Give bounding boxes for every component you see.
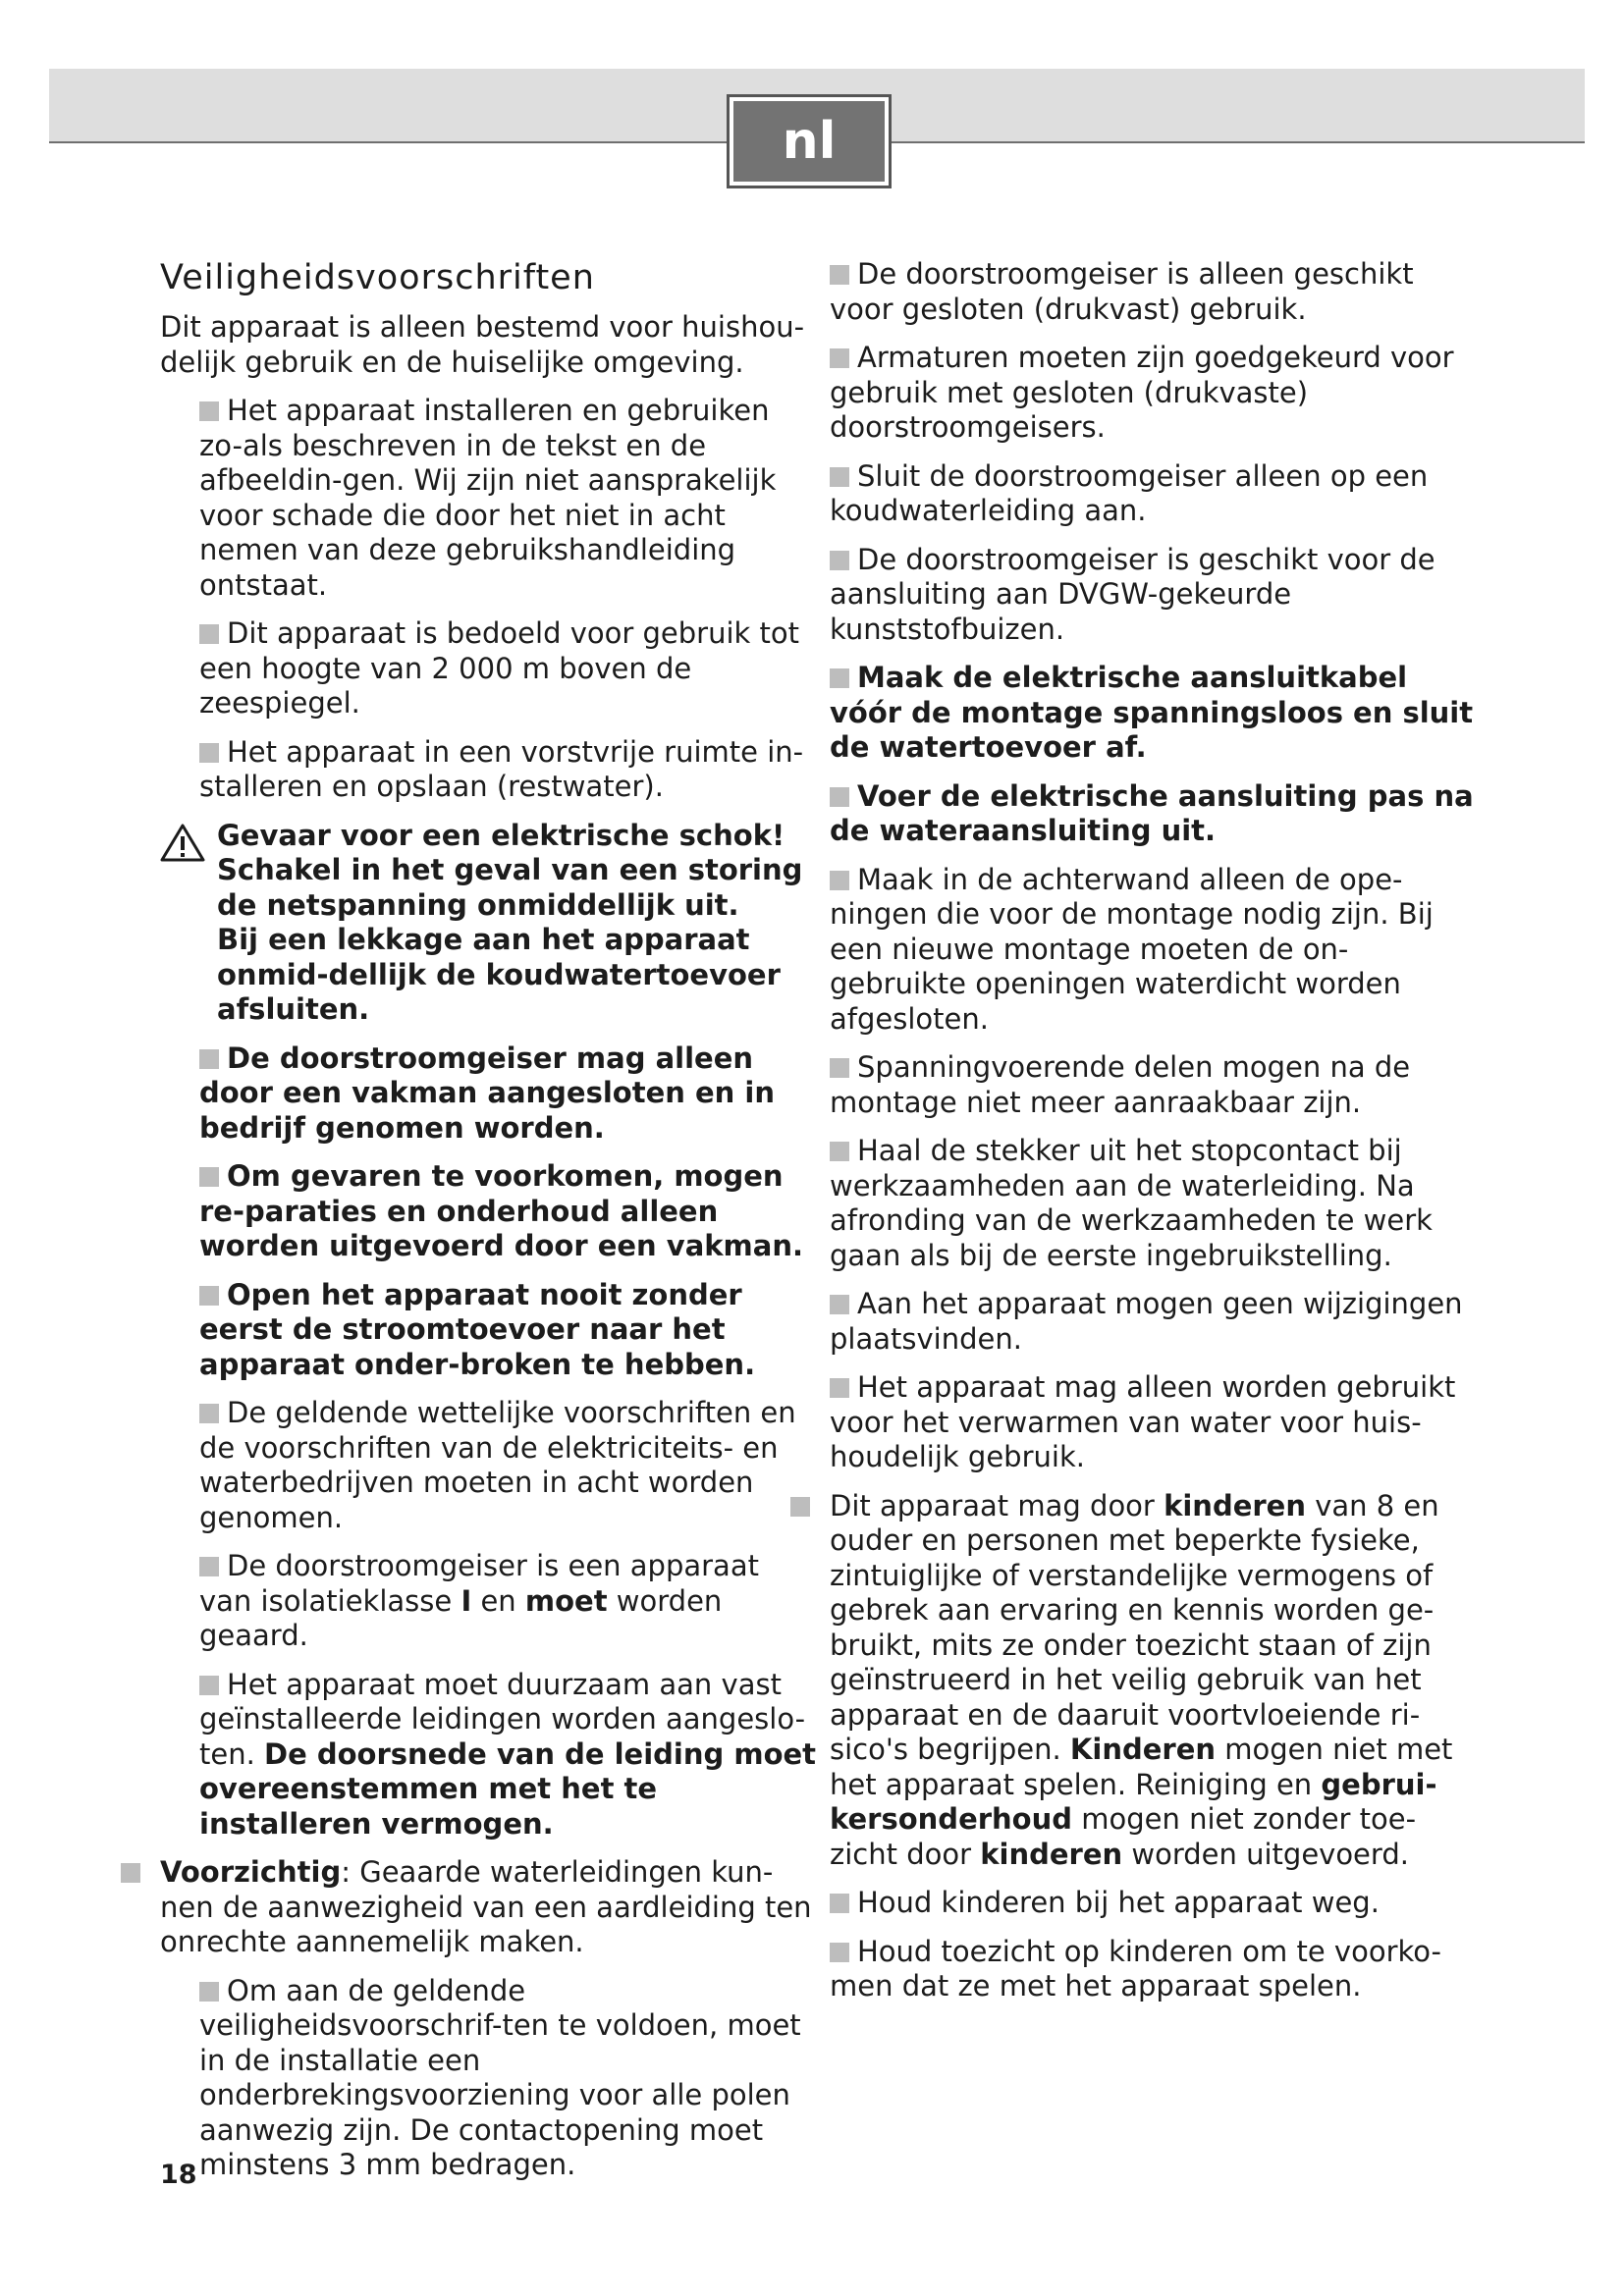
list-item: Houd toezicht op kinderen om te voorko-men dat ze met het apparaat spelen. [830,1934,1441,2002]
list-item: De doorstroomgeiser is alleen geschikt voor gesloten (drukvast) gebruik. [830,257,1414,326]
list-item: Aan het apparaat mogen geen wijzigingen plaatsvinden. [830,1287,1463,1356]
list-item: Houd kinderen bij het apparaat weg. [830,1886,1478,1921]
bullet-square-icon [830,1295,849,1314]
list-item: Het apparaat moet duurzaam aan vast geïnstalleerde leidingen worden aangeslo-ten. De doorsnede van de leiding moet overeenstemmen met het te installeren vermogen. [199,1667,817,1841]
list-item: De geldende wettelijke voorschriften en de voorschriften van de elektriciteits- en waterbedrijven moeten in acht worden genomen. [199,1396,796,1534]
bullet-square-icon [830,1142,849,1161]
list-item: Het apparaat in een vorstvrije ruimte in-stalleren en opslaan (restwater). [199,734,804,803]
bullet-square-icon [830,1943,849,1962]
bullet-square-icon [830,668,849,688]
list-item: De doorstroomgeiser is een apparaat van isolatieklasse I en moet worden geaard. [199,1549,759,1652]
bullet-square-icon [199,1982,219,2002]
list-item: Om gevaren te voorkomen, mogen re-paraties en onderhoud alleen worden uitgevoerd door een vakman. [199,1159,804,1262]
electric-shock-warning [160,819,818,1028]
list-item: De doorstroomgeiser is geschikt voor de aansluiting aan DVGW-gekeurde kunststofbuizen. [830,542,1435,646]
bullet-square-icon [830,1058,849,1078]
list-item: Het apparaat mag alleen worden gebruikt voor het verwarmen van water voor huis-houdelijk gebruik. [830,1370,1456,1473]
bullet-square-icon [121,1863,140,1883]
list-item: De doorstroomgeiser mag alleen door een vakman aangesloten en in bedrijf genomen worden. [199,1041,775,1145]
bullet-square-icon [830,871,849,890]
list-item: Maak de elektrische aansluitkabel vóór de montage spanningsloos en sluit de watertoevoer af. [830,661,1474,764]
children-item: Dit apparaat mag door kinderen van 8 en ouder en personen met beperkte fysieke, zintuiglijke of verstandelijke vermogens of gebrek aan ervaring en kennis worden ge-bruikt, mits ze onder toezicht staan of zijn geïnstrueerd in het veilig gebruik van het apparaat en de daaruit voortvloeiende ri-sico's begrijpen. Kinderen mogen niet met het apparaat spelen. Reiniging en gebrui-kersonderhoud mogen niet zonder toe-zicht door kinderen worden uitgevoerd. [790,1489,1478,1873]
section-title: Veiligheidsvoorschriften [160,258,595,297]
language-code: nl [733,101,885,182]
bullet-square-icon [830,1378,849,1398]
warning-line: Schakel in het geval van een storing de netspanning onmiddellijk uit. [217,853,803,922]
bullet-square-icon [830,1894,849,1913]
list-item: Maak in de achterwand alleen de ope-ningen die voor de montage nodig zijn. Bij een nieuwe montage moeten de on-gebruikte openingen waterdicht worden afgesloten. [830,862,1434,1036]
list-item: Sluit de doorstroomgeiser alleen op een koudwaterleiding aan. [830,458,1429,527]
bullet-square-icon [199,1676,219,1695]
bullet-square-icon [199,1286,219,1306]
bullet-square-icon [830,467,849,487]
warning-line: Gevaar voor een elektrische schok! [217,818,785,852]
left-column [160,257,818,2197]
bullet-square-icon [199,743,219,763]
bullet-square-icon [199,624,219,644]
bullet-square-icon [830,265,849,285]
list-item: Spanningvoerende delen mogen na de montage niet meer aanraakbaar zijn. [830,1050,1411,1119]
page-number: 18 [160,2160,197,2190]
bullet-square-icon [830,348,849,368]
warning-line: Bij een lekkage aan het apparaat onmid-dellijk de koudwatertoevoer afsluiten. [217,923,781,1026]
bullet-square-icon [199,401,219,421]
bullet-square-icon [830,551,849,570]
bullet-square-icon [790,1497,810,1517]
bullet-square-icon [830,787,849,807]
list-item: Om aan de geldende veiligheidsvoorschrif-ten te voldoen, moet in de installatie een onderbrekingsvoorziening voor alle polen aanwezig zijn. De contactopening moet minstens 3 mm bedragen. [199,1973,801,2181]
caution-item: Voorzichtig: Geaarde waterleidingen kun-nen de aanwezigheid van een aardleiding ten onrechte aannemelijk maken. [121,1855,818,1960]
list-item: Haal de stekker uit het stopcontact bij werkzaamheden aan de waterleiding. Na afronding van de werkzaamheden te werk gaan als bij de eerste ingebruikstelling. [830,1134,1433,1272]
intro-paragraph: Dit apparaat is alleen bestemd voor huishou-delijk gebruik en de huiselijke omgeving. [160,310,805,379]
bullet-square-icon [199,1404,219,1423]
right-column [830,257,1478,2018]
list-item: Open het apparaat nooit zonder eerst de stroomtoevoer naar het apparaat onder-broken te hebben. [199,1277,756,1381]
list-item: Armaturen moeten zijn goedgekeurd voor gebruik met gesloten (drukvaste) doorstroomgeisers. [830,341,1454,444]
warning-triangle-icon [160,823,205,862]
list-item: Voer de elektrische aansluiting pas na de wateraansluiting uit. [830,778,1474,847]
list-item: Dit apparaat is bedoeld voor gebruik tot een hoogte van 2 000 m boven de zeespiegel. [199,616,800,720]
language-badge [727,94,892,188]
bullet-square-icon [199,1049,219,1069]
bullet-square-icon [199,1557,219,1576]
bullet-square-icon [199,1167,219,1187]
list-item: Het apparaat installeren en gebruiken zo-als beschreven in de tekst en de afbeeldin-gen. Wij zijn niet aansprakelijk voor schade die door het niet in acht nemen van deze gebruikshandleiding ontstaat. [199,394,777,602]
